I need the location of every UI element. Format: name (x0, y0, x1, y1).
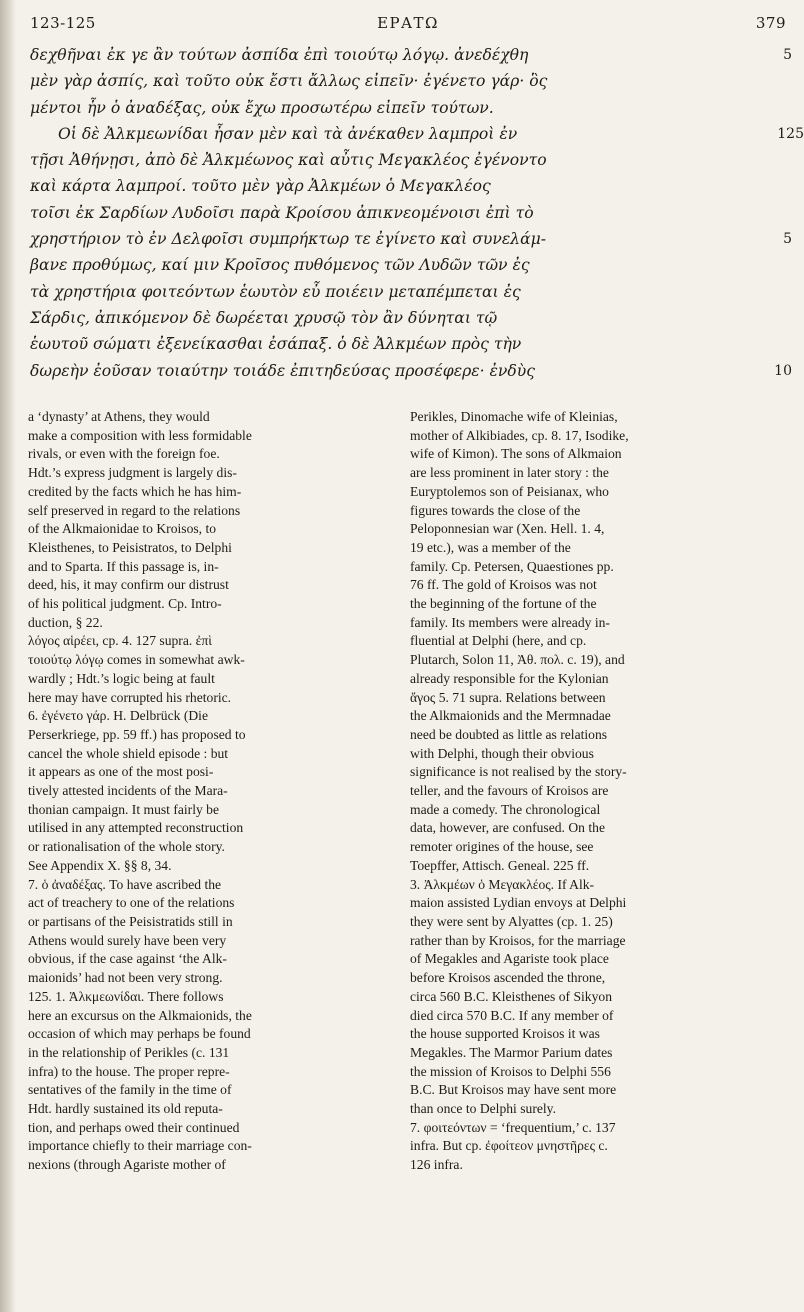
greek-line-text: τῇσι Ἀθήνῃσι, ἀπὸ δὲ Ἀλκμέωνος καὶ αὖτις Μεγακλέος ἐγένοντο (30, 151, 547, 170)
commentary-line: a ‘dynasty’ at Athens, they would (28, 409, 210, 424)
commentary-line: mother of Alkibiades, cp. 8. 17, Isodike, (410, 427, 629, 443)
commentary-line: Kleisthenes, to Peisistratos, to Delphi (28, 539, 232, 555)
greek-line-text: μέντοι ἦν ὁ ἀναδέξας, οὐκ ἔχω προσωτέρω εἰπεῖν τούτων. (30, 98, 494, 117)
running-header (30, 10, 786, 40)
commentary-line: duction, § 22. (28, 614, 103, 630)
greek-line (30, 147, 768, 173)
greek-line-text: δεχθῆναι ἐκ γε ἂν τούτων ἀσπίδα ἐπὶ τοιούτῳ λόγῳ. ἀνεδέχθη (30, 46, 529, 64)
commentary-line: than once to Delphi surely. (410, 1101, 556, 1117)
greek-line-text: βανε προθύμως, καί μιν Κροῖσος πυθόμενος τῶν Λυδῶν τῶν ἐς (30, 256, 530, 275)
commentary-line: Perserkriege, pp. 59 ff.) has proposed to (28, 726, 246, 742)
commentary-line: infra. But cp. ἐφοίτεον μνηστῆρες c. (410, 1138, 608, 1154)
commentary-line: sentatives of the family in the time of (28, 1082, 232, 1098)
commentary-line: died circa 570 B.C. If any member of (410, 1007, 614, 1023)
commentary-line: in the relationship of Perikles (c. 131 (28, 1044, 230, 1060)
commentary-line: figures towards the close of the (410, 502, 581, 518)
chapter-range: 123-125 (30, 14, 96, 32)
commentary-line: Perikles, Dinomache wife of Kleinias, (410, 409, 618, 424)
commentary-line: family. Cp. Petersen, Quaestiones pp. (410, 558, 614, 574)
book-spine-shadow (0, 0, 16, 1312)
commentary-line: of the Alkmaionidae to Kroisos, to (28, 521, 217, 537)
greek-line-text: τὰ χρηστήρια φοιτεόντων ἑωυτὸν εὖ ποιέειν μεταπέμπεται ἐς (30, 282, 521, 301)
commentary-line: 125. 1. Ἀλκμεωνίδαι. There follows (28, 988, 224, 1004)
commentary-line: 19 etc.), was a member of the (410, 539, 571, 555)
greek-text-block (30, 42, 804, 384)
commentary-line: family. Its members were already in- (410, 614, 610, 630)
commentary-left-column (28, 408, 386, 1175)
commentary-line: nexions (through Agariste mother of (28, 1157, 226, 1173)
commentary-line: B.C. But Kroisos may have sent more (410, 1082, 617, 1098)
commentary-line: the Alkmaionids and the Mermnadae (410, 708, 611, 724)
page-number: 379 (755, 14, 786, 32)
greek-line (30, 95, 768, 121)
commentary-line: made a comedy. The chronological (410, 801, 601, 817)
greek-line (30, 331, 768, 357)
commentary-line: remoter origines of the house, see (410, 839, 594, 855)
commentary-line: maionids’ had not been very strong. (28, 970, 223, 986)
greek-line (30, 42, 792, 68)
commentary-line: tion, and perhaps owed their continued (28, 1119, 240, 1135)
commentary-line: of Megakles and Agariste took place (410, 951, 609, 967)
greek-line-text: καὶ κάρτα λαμπροί. τοῦτο μὲν γὰρ Ἀλκμέων ὁ Μεγακλέος (30, 177, 491, 196)
commentary-line: rivals, or even with the foreign foe. (28, 446, 220, 462)
commentary-line: infra) to the house. The proper repre- (28, 1063, 230, 1079)
commentary-line: maion assisted Lydian envoys at Delphi (410, 895, 627, 911)
commentary-line: wife of Kimon). The sons of Alkmaion (410, 446, 622, 462)
commentary-line: 3. Ἀλκμέων ὁ Μεγακλέος. If Alk- (410, 876, 595, 892)
commentary-line: significance is not realised by the story- (410, 764, 627, 780)
greek-line-text: Σάρδις, ἀπικόμενον δὲ δωρέεται χρυσῷ τὸν ἂν δύνηται τῷ (30, 308, 498, 327)
commentary-line: here may have corrupted his rhetoric. (28, 689, 232, 705)
greek-line-text: χρηστήριον τὸ ἐν Δελφοῖσι συμπρήκτωρ τε ἐγίνετο καὶ συνελάμ- (30, 230, 547, 249)
greek-line-text: μὲν γὰρ ἀσπίς, καὶ τοῦτο οὐκ ἔστι ἄλλως εἰπεῖν· ἐγένετο γάρ· ὃς (30, 72, 548, 91)
commentary-line: Hdt. hardly sustained its old reputa- (28, 1101, 223, 1117)
commentary-line: 7. φοιτεόντων = ‘frequentium,’ c. 137 (410, 1119, 616, 1135)
commentary-line: or rationalisation of the whole story. (28, 839, 225, 855)
commentary-line: thonian campaign. It must fairly be (28, 801, 220, 817)
commentary-line: of his political judgment. Cp. Intro- (28, 596, 222, 612)
commentary-line: already responsible for the Kylonian (410, 670, 609, 686)
greek-line-text: δωρεὴν ἐοῦσαν τοιαύτην τοιάδε ἐπιτηδεύσας προσέφερε· ἐνδὺς (30, 361, 535, 380)
commentary-line: need be doubted as little as relations (410, 726, 608, 742)
commentary-line: Euryptolemos son of Peisianax, who (410, 483, 609, 499)
commentary-line: deed, his, it may confirm our distrust (28, 577, 229, 593)
greek-line (30, 252, 768, 278)
commentary-line: utilised in any attempted reconstruction (28, 820, 244, 836)
book-page (26, 0, 804, 1312)
commentary-line: self preserved in regard to the relations (28, 502, 241, 518)
greek-line (30, 68, 768, 94)
greek-line-text: ἑωυτοῦ σώματι ἐξενείκασθαι ἐσάπαξ. ὁ δὲ Ἀλκμέων πρὸς τὴν (30, 335, 522, 354)
commentary-line: Plutarch, Solon 11, Ἀθ. πολ. c. 19), and (410, 652, 625, 668)
commentary-line: ἄγος 5. 71 supra. Relations between (410, 689, 606, 705)
commentary-line: 126 infra. (410, 1157, 463, 1173)
greek-line-text: τοῖσι ἐκ Σαρδίων Λυδοῖσι παρὰ Κροίσου ἀπικνεομένοισι ἐπὶ τὸ (30, 203, 534, 222)
commentary-right-column (410, 408, 768, 1175)
commentary-line: τοιούτῳ λόγῳ comes in somewhat awk- (28, 652, 245, 668)
commentary (26, 408, 796, 1298)
greek-line (30, 121, 804, 147)
commentary-line: they were sent by Alyattes (cp. 1. 25) (410, 913, 613, 929)
greek-line (30, 279, 768, 305)
commentary-line: importance chiefly to their marriage con- (28, 1138, 252, 1154)
commentary-line: circa 560 B.C. Kleisthenes of Sikyon (410, 988, 612, 1004)
commentary-line: it appears as one of the most posi- (28, 764, 214, 780)
commentary-line: tively attested incidents of the Mara- (28, 783, 228, 799)
commentary-line: Peloponnesian war (Xen. Hell. 1. 4, (410, 521, 605, 537)
commentary-line: are less prominent in later story : the (410, 465, 609, 481)
commentary-line: 6. ἐγένετο γάρ. H. Delbrück (Die (28, 708, 208, 724)
commentary-line: with Delphi, though their obvious (410, 745, 594, 761)
commentary-line: the house supported Kroisos it was (410, 1026, 600, 1042)
greek-line (30, 226, 792, 252)
commentary-line: the mission of Kroisos to Delphi 556 (410, 1063, 611, 1079)
commentary-line: Athens would surely have been very (28, 932, 227, 948)
commentary-line: Toepffer, Attisch. Geneal. 225 ff. (410, 857, 590, 873)
greek-line (30, 358, 792, 384)
commentary-line: λόγος αἱρέει, cp. 4. 127 supra. ἐπὶ (28, 633, 212, 649)
greek-line (30, 305, 768, 331)
commentary-line: data, however, are confused. On the (410, 820, 605, 836)
line-number: 125 (777, 125, 804, 142)
commentary-line: fluential at Delphi (here, and cp. (410, 633, 587, 649)
commentary-line: See Appendix X. §§ 8, 34. (28, 857, 172, 873)
commentary-line: rather than by Kroisos, for the marriage (410, 932, 626, 948)
commentary-line: cancel the whole shield episode : but (28, 745, 229, 761)
commentary-line: obvious, if the case against ‘the Alk- (28, 951, 227, 967)
commentary-line: and to Sparta. If this passage is, in- (28, 558, 219, 574)
commentary-line: wardly ; Hdt.’s logic being at fault (28, 670, 215, 686)
greek-line-text: Οἱ δὲ Ἀλκμεωνίδαι ἦσαν μὲν καὶ τὰ ἀνέκαθεν λαμπροὶ ἐν (58, 124, 518, 143)
running-title: ΕΡΑΤΩ (377, 14, 439, 32)
commentary-line: occasion of which may perhaps be found (28, 1026, 251, 1042)
commentary-line: credited by the facts which he has him- (28, 483, 242, 499)
commentary-line: 7. ὁ ἀναδέξας. To have ascribed the (28, 876, 222, 892)
commentary-line: act of treachery to one of the relations (28, 895, 235, 911)
commentary-line: teller, and the favours of Kroisos are (410, 783, 609, 799)
commentary-line: 76 ff. The gold of Kroisos was not (410, 577, 597, 593)
commentary-line: Hdt.’s express judgment is largely dis- (28, 465, 237, 481)
commentary-line: before Kroisos ascended the throne, (410, 970, 606, 986)
greek-line (30, 200, 768, 226)
commentary-line: the beginning of the fortune of the (410, 596, 597, 612)
line-number: 5 (783, 231, 792, 248)
line-number: 10 (774, 362, 792, 379)
commentary-line: here an excursus on the Alkmaionids, the (28, 1007, 252, 1023)
commentary-line: or partisans of the Peisistratids still in (28, 913, 233, 929)
commentary-line: Megakles. The Marmor Parium dates (410, 1044, 613, 1060)
commentary-line: make a composition with less formidable (28, 427, 252, 443)
greek-line (30, 173, 768, 199)
line-number: 5 (783, 47, 792, 63)
